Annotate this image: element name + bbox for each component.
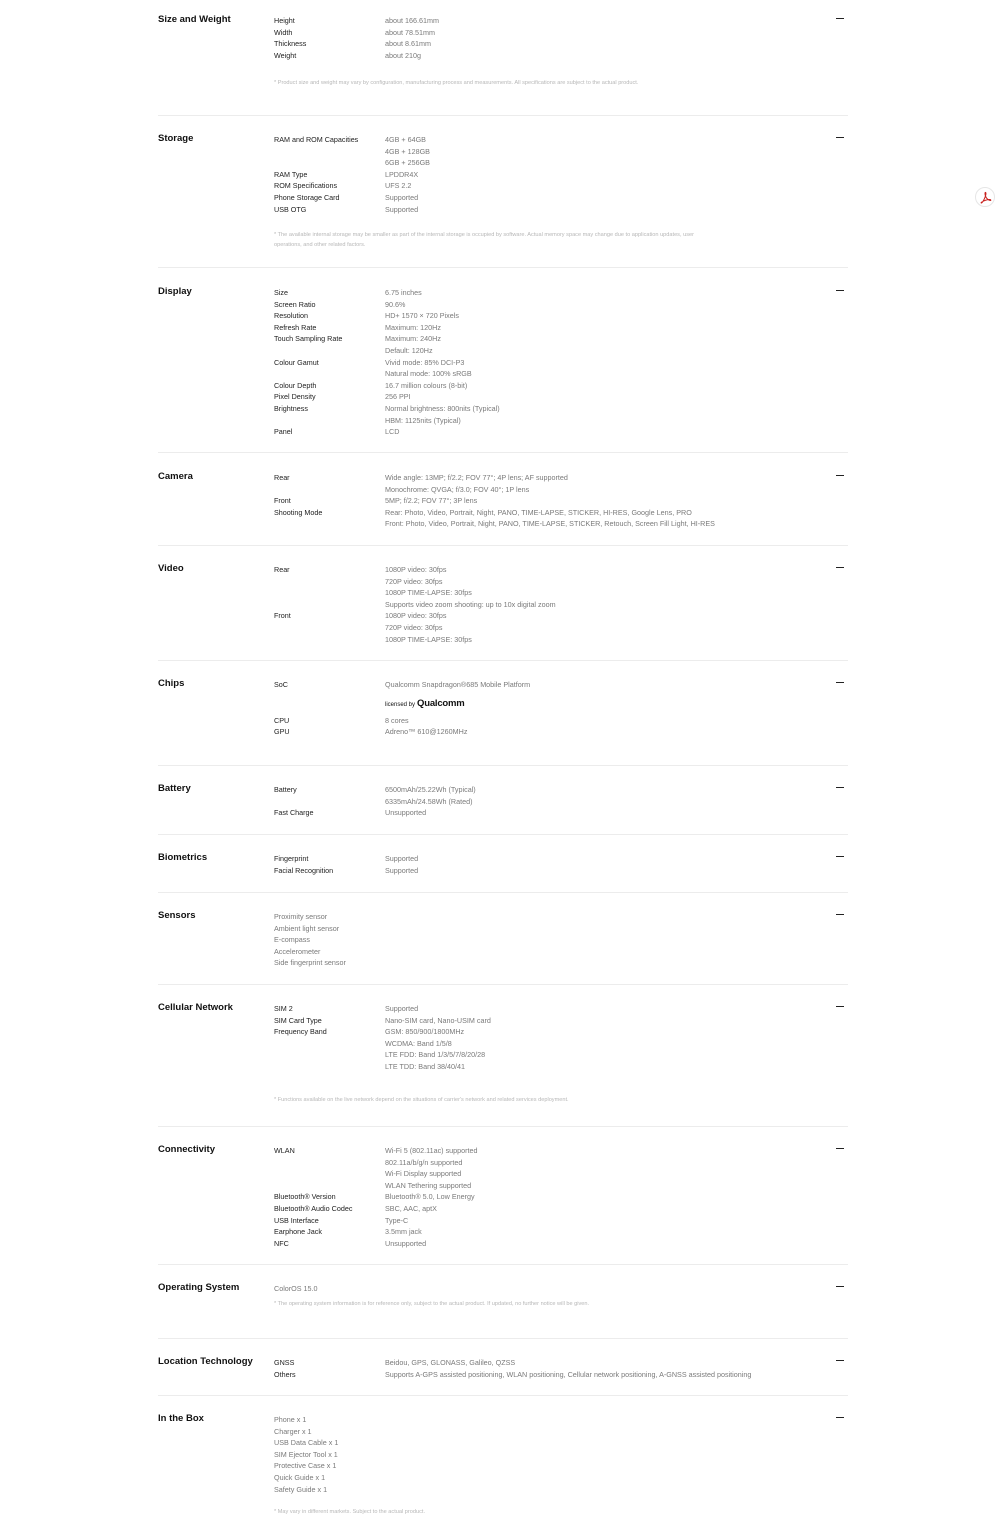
spec-value: 720P video: 30fps [385, 576, 443, 586]
section-divider [158, 452, 848, 453]
spec-label: NFC [274, 1238, 289, 1248]
spec-value: 16.7 million colours (8-bit) [385, 380, 468, 390]
spec-label: ROM Specifications [274, 181, 338, 191]
spec-label: SIM 2 [274, 1004, 293, 1013]
spec-rows [274, 1283, 834, 1295]
spec-label: Pixel Density [274, 392, 316, 402]
section-divider [158, 545, 848, 546]
section-divider [158, 267, 848, 268]
spec-value: Normal brightness: 800nits (Typical) [385, 403, 500, 413]
minus-icon[interactable] [834, 469, 846, 481]
spec-row [274, 1215, 834, 1227]
spec-row: SIM Ejector Tool x 1 [274, 1449, 338, 1459]
spec-row [274, 1357, 834, 1369]
section-divider [158, 834, 848, 835]
spec-value: Supports video zoom shooting: up to 10x digital zoom [385, 599, 556, 609]
spec-value: 6.75 inches [385, 288, 422, 297]
spec-row [274, 1180, 834, 1192]
footnote: * Functions available on the live network depend on the situations of carrier's network and related services deployment. [274, 1097, 569, 1103]
spec-row: Quick Guide x 1 [274, 1472, 326, 1482]
spec-row [274, 1226, 834, 1238]
spec-row [274, 587, 834, 599]
spec-row [274, 622, 834, 634]
spec-label: Width [274, 27, 293, 37]
footnote: * The operating system information is for reference only, subject to the actual product. If updated, no further notice will be given. [274, 1301, 590, 1307]
spec-row [274, 1238, 834, 1250]
spec-label: Phone Storage Card [274, 192, 340, 202]
spec-label: Earphone Jack [274, 1227, 322, 1237]
minus-icon[interactable] [834, 131, 846, 143]
spec-value: Supports A-GPS assisted positioning, WLAN positioning, Cellular network positioning, A-GNSS assisted positioning [385, 1369, 752, 1379]
minus-icon[interactable] [834, 12, 846, 24]
spec-rows [274, 1414, 834, 1495]
spec-label: Weight [274, 50, 297, 60]
spec-row: Side fingerprint sensor [274, 958, 346, 968]
spec-row [274, 299, 834, 311]
spec-label: USB OTG [274, 204, 307, 214]
spec-value: Supported [385, 204, 419, 214]
spec-value: 1080P video: 30fps [385, 611, 447, 621]
spec-value: about 210g [385, 50, 421, 60]
spec-row [274, 146, 834, 158]
spec-row [274, 1168, 834, 1180]
spec-value: LPDDR4X [385, 169, 419, 179]
spec-value: Unsupported [385, 1238, 427, 1248]
section-divider [158, 115, 848, 116]
spec-value: 802.11a/b/g/n supported [385, 1157, 463, 1167]
spec-row [274, 518, 834, 530]
spec-rows [274, 15, 834, 61]
spec-row [274, 726, 834, 738]
section-divider [158, 984, 848, 985]
spec-row [274, 507, 834, 519]
spec-value: HBM: 1125nits (Typical) [385, 415, 461, 425]
minus-icon[interactable] [834, 1000, 846, 1012]
spec-label: Colour Depth [274, 380, 317, 390]
spec-value: Rear: Photo, Video, Portrait, Night, PANO, TIME-LAPSE, STICKER, HI-RES, Google Lens, PRO [385, 507, 692, 517]
minus-icon[interactable] [834, 284, 846, 296]
spec-value: 90.6% [385, 299, 406, 309]
spec-value: 8 cores [385, 715, 409, 725]
licensed-by-text: licensed by [385, 701, 416, 708]
spec-row [274, 715, 834, 727]
spec-label: GPU [274, 727, 290, 737]
spec-label: Facial Recognition [274, 865, 334, 875]
spec-value: about 166.61mm [385, 16, 439, 25]
section-title: Chips [158, 678, 185, 689]
spec-value: HD+ 1570 × 720 Pixels [385, 311, 459, 321]
spec-rows [274, 784, 834, 819]
spec-value: Wi-Fi 5 (802.11ac) supported [385, 1146, 478, 1155]
spec-row [274, 610, 834, 622]
spec-value: Supported [385, 192, 419, 202]
spec-row [274, 357, 834, 369]
spec-label: Refresh Rate [274, 322, 317, 332]
spec-row: Protective Case x 1 [274, 1461, 337, 1471]
spec-row [274, 634, 834, 646]
spec-row [274, 796, 834, 808]
spec-value: Nano-SIM card, Nano-USIM card [385, 1015, 491, 1025]
qualcomm-logo-row [274, 691, 834, 715]
section-title: Battery [158, 783, 191, 794]
spec-label: Others [274, 1369, 296, 1379]
spec-value: Maximum: 120Hz [385, 322, 441, 332]
spec-label: RAM Type [274, 169, 308, 179]
section-title: Operating System [158, 1282, 240, 1293]
spec-rows [274, 287, 834, 438]
spec-value: Monochrome: QVGA; f/3.0; FOV 40°; 1P lens [385, 484, 530, 494]
spec-row [274, 1191, 834, 1203]
spec-value: Type-C [385, 1215, 409, 1225]
spec-row [274, 472, 834, 484]
spec-row: USB Data Cable x 1 [274, 1438, 339, 1448]
spec-value: Natural mode: 100% sRGB [385, 369, 472, 379]
spec-row [274, 564, 834, 576]
spec-row [274, 391, 834, 403]
spec-value: Default: 120Hz [385, 345, 433, 355]
spec-label: Brightness [274, 403, 308, 413]
spec-row [274, 180, 834, 192]
spec-value: LCD [385, 427, 400, 437]
spec-row [274, 204, 834, 216]
spec-rows [274, 1357, 834, 1380]
spec-row: Charger x 1 [274, 1426, 312, 1436]
spec-value: Wi-Fi Display supported [385, 1169, 462, 1179]
spec-value: UFS 2.2 [385, 181, 412, 191]
spec-label: Screen Ratio [274, 299, 316, 309]
spec-value: WCDMA: Band 1/5/8 [385, 1038, 452, 1048]
spec-row [274, 27, 834, 39]
minus-icon[interactable] [834, 850, 846, 862]
pdf-download-button[interactable] [975, 187, 995, 207]
spec-value: Beidou, GPS, GLONASS, Galileo, QZSS [385, 1358, 516, 1367]
spec-row [274, 38, 834, 50]
spec-value: 4GB + 128GB [385, 146, 430, 156]
spec-label: RAM and ROM Capacities [274, 135, 359, 144]
spec-value: GSM: 850/900/1800MHz [385, 1027, 465, 1037]
spec-rows [274, 911, 834, 969]
spec-row [274, 679, 834, 691]
spec-value: 4GB + 64GB [385, 135, 426, 144]
minus-icon[interactable] [834, 1280, 846, 1292]
spec-row [274, 1145, 834, 1157]
minus-icon[interactable] [834, 1142, 846, 1154]
spec-row [274, 157, 834, 169]
spec-row [274, 576, 834, 588]
spec-label: Size [274, 288, 288, 297]
spec-row [274, 1203, 834, 1215]
spec-row [274, 322, 834, 334]
spec-row: Safety Guide x 1 [274, 1484, 328, 1494]
section-divider [158, 1264, 848, 1265]
spec-label: USB Interface [274, 1215, 319, 1225]
spec-value: SBC, AAC, aptX [385, 1203, 437, 1213]
spec-row [274, 426, 834, 438]
minus-icon[interactable] [834, 1411, 846, 1423]
spec-label: Front [274, 611, 291, 621]
spec-label: Thickness [274, 39, 307, 49]
spec-label: CPU [274, 715, 290, 725]
spec-row [274, 192, 834, 204]
spec-value: 720P video: 30fps [385, 622, 443, 632]
spec-row [274, 15, 834, 27]
spec-row [274, 134, 834, 146]
section-title: Connectivity [158, 1144, 216, 1155]
spec-rows [274, 853, 834, 876]
spec-row [274, 1026, 834, 1038]
spec-label: Fingerprint [274, 854, 309, 863]
minus-icon[interactable] [834, 781, 846, 793]
minus-icon[interactable] [834, 1354, 846, 1366]
spec-rows [274, 564, 834, 645]
spec-row [274, 784, 834, 796]
spec-label: SIM Card Type [274, 1015, 322, 1025]
spec-value: 6335mAh/24.58Wh (Rated) [385, 796, 473, 806]
section-title: Camera [158, 471, 193, 482]
spec-value: 6GB + 256GB [385, 158, 430, 168]
footnote: * May vary in different markets. Subject to the actual product. [274, 1509, 426, 1515]
section-divider [158, 1126, 848, 1127]
spec-row [274, 1369, 834, 1381]
spec-rows [274, 1145, 834, 1249]
spec-row [274, 169, 834, 181]
minus-icon[interactable] [834, 676, 846, 688]
spec-value: about 78.51mm [385, 27, 435, 37]
spec-value: 1080P TIME-LAPSE: 30fps [385, 588, 472, 598]
section-divider [158, 765, 848, 766]
spec-row [274, 345, 834, 357]
spec-rows [274, 679, 834, 738]
spec-row [274, 310, 834, 322]
spec-value: Supported [385, 865, 419, 875]
spec-row [274, 1003, 834, 1015]
spec-row [274, 1038, 834, 1050]
spec-value: Bluetooth® 5.0, Low Energy [385, 1192, 475, 1202]
spec-row: Phone x 1 [274, 1415, 307, 1424]
spec-value: 1080P video: 30fps [385, 565, 447, 574]
spec-label: WLAN [274, 1146, 295, 1155]
spec-label: SoC [274, 680, 288, 689]
spec-label: Rear [274, 473, 290, 482]
spec-value: Maximum: 240Hz [385, 334, 441, 344]
spec-value: Supported [385, 1004, 419, 1013]
spec-value: LTE TDD: Band 38/40/41 [385, 1061, 466, 1071]
spec-row [274, 807, 834, 819]
spec-row [274, 865, 834, 877]
spec-row: Ambient light sensor [274, 923, 340, 933]
spec-value: Unsupported [385, 808, 427, 818]
spec-label: Bluetooth® Audio Codec [274, 1203, 353, 1213]
spec-row [274, 380, 834, 392]
spec-label: Frequency Band [274, 1027, 327, 1037]
spec-value: about 8.61mm [385, 39, 431, 49]
section-divider [158, 1338, 848, 1339]
spec-row: ColorOS 15.0 [274, 1284, 318, 1293]
spec-row [274, 368, 834, 380]
spec-label: Colour Gamut [274, 357, 319, 367]
spec-label: Touch Sampling Rate [274, 334, 343, 344]
spec-row [274, 333, 834, 345]
spec-row [274, 1015, 834, 1027]
spec-value: 1080P TIME-LAPSE: 30fps [385, 634, 472, 644]
section-title: Cellular Network [158, 1002, 233, 1013]
spec-row [274, 415, 834, 427]
spec-value: 256 PPI [385, 392, 411, 402]
spec-label: Height [274, 16, 295, 25]
footnote: * The available internal storage may be smaller as part of the internal storage is occupied by software. Actual memory space may change due to application updates, user operations, and other related factors. [274, 232, 694, 248]
spec-row [274, 403, 834, 415]
section-title: Size and Weight [158, 14, 231, 25]
section-title: Storage [158, 133, 194, 144]
minus-icon[interactable] [834, 908, 846, 920]
spec-value: Supported [385, 854, 419, 863]
spec-value: 5MP; f/2.2; FOV 77°; 3P lens [385, 496, 478, 506]
spec-label: Shooting Mode [274, 507, 323, 517]
spec-row: Accelerometer [274, 946, 321, 956]
spec-row: Proximity sensor [274, 912, 328, 921]
spec-row [274, 484, 834, 496]
section-title: Biometrics [158, 852, 208, 863]
section-title: Location Technology [158, 1356, 253, 1367]
spec-row [274, 1157, 834, 1169]
spec-row [274, 1049, 834, 1061]
spec-label: Fast Charge [274, 808, 314, 818]
minus-icon[interactable] [834, 561, 846, 573]
section-divider [158, 892, 848, 893]
footnote: * Product size and weight may vary by configuration, manufacturing process and measurements. All specifications are subject to the actual product. [274, 80, 639, 86]
spec-value: Front: Photo, Video, Portrait, Night, PANO, TIME-LAPSE, STICKER, Retouch, Screen Fill Light, HI-RES [385, 519, 715, 529]
section-divider [158, 660, 848, 661]
qualcomm-brand: Qualcomm [417, 697, 465, 709]
section-title: Display [158, 286, 192, 297]
spec-value: 3.5mm jack [385, 1227, 422, 1237]
spec-value: Wide angle: 13MP; f/2.2; FOV 77°; 4P lens; AF supported [385, 473, 568, 482]
section-title: In the Box [158, 1413, 204, 1424]
spec-row [274, 287, 834, 299]
section-title: Video [158, 563, 184, 574]
spec-label: Panel [274, 427, 293, 437]
spec-rows [274, 1003, 834, 1073]
spec-value: 6500mAh/25.22Wh (Typical) [385, 785, 476, 794]
spec-label: Front [274, 496, 291, 506]
spec-row [274, 599, 834, 611]
spec-label: GNSS [274, 1358, 295, 1367]
spec-value: Vivid mode: 85% DCI-P3 [385, 357, 465, 367]
spec-value: Adreno™ 610@1260MHz [385, 727, 468, 737]
section-title: Sensors [158, 910, 196, 921]
spec-label: Battery [274, 785, 297, 794]
spec-label: Bluetooth® Version [274, 1192, 336, 1202]
spec-label: Resolution [274, 311, 308, 321]
section-divider [158, 1395, 848, 1396]
qualcomm-logo [385, 698, 465, 709]
spec-row [274, 495, 834, 507]
spec-label: Rear [274, 565, 290, 574]
spec-value: LTE FDD: Band 1/3/5/7/8/20/28 [385, 1050, 486, 1060]
spec-row [274, 50, 834, 62]
spec-value: Qualcomm Snapdragon®685 Mobile Platform [385, 680, 531, 689]
pdf-icon [979, 191, 992, 204]
spec-rows [274, 134, 834, 215]
spec-row: E-compass [274, 935, 310, 945]
spec-row [274, 853, 834, 865]
spec-row [274, 1061, 834, 1073]
spec-value: WLAN Tethering supported [385, 1180, 472, 1190]
spec-rows [274, 472, 834, 530]
